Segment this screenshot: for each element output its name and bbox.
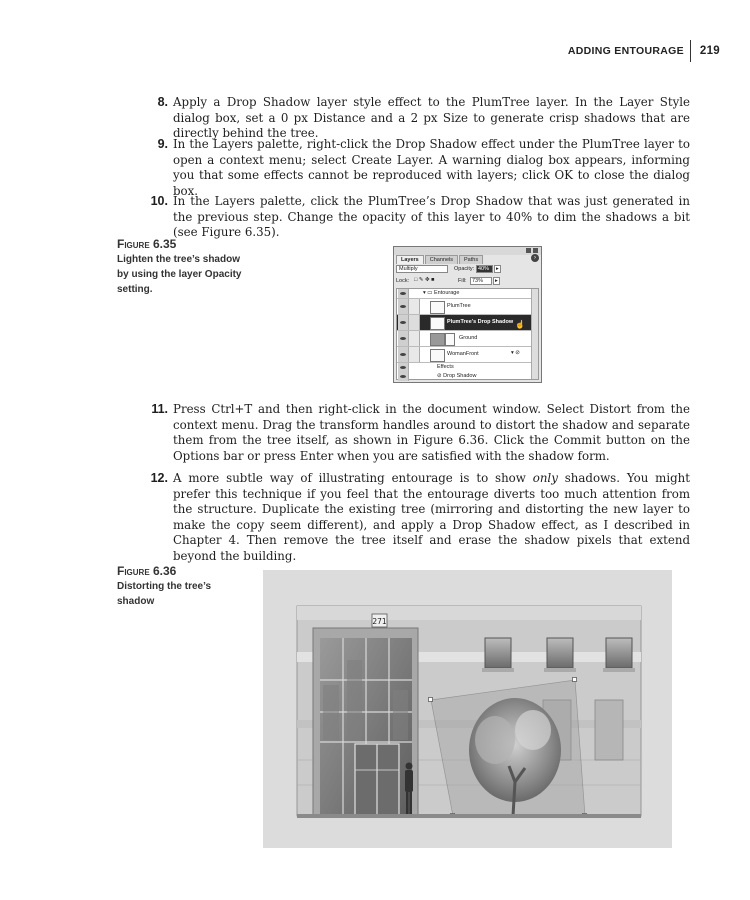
- eye-icon[interactable]: [398, 315, 409, 330]
- figure-caption: Distorting the tree’s shadow: [117, 581, 212, 607]
- step-text: In the Layers palette, click the PlumTree’s Drop Shadow that was just generated in the previous step. Change the opacity of this layer to 40% to dim the shadows a bit (see Figure 6.35).: [173, 194, 690, 240]
- eye-icon[interactable]: [398, 289, 409, 298]
- opacity-input[interactable]: 40%: [476, 265, 493, 273]
- layer-ground[interactable]: [397, 331, 538, 347]
- link-cell[interactable]: [409, 331, 420, 346]
- step-12: [140, 471, 690, 563]
- blend-mode-select[interactable]: Multiply: [396, 265, 448, 273]
- layer-thumbnail: [430, 301, 445, 314]
- step-8: [140, 95, 690, 141]
- layer-name: Ground: [459, 335, 478, 341]
- fill-arrow-icon[interactable]: ▸: [493, 277, 500, 285]
- step-9: [140, 137, 690, 198]
- close-icon[interactable]: [533, 248, 538, 253]
- layer-thumbnail: [430, 333, 445, 346]
- upper-windows: [482, 638, 635, 672]
- figure-6-36-image: [263, 570, 672, 848]
- opacity-label: Opacity:: [454, 266, 475, 272]
- step-text: In the Layers palette, right-click the Drop Shadow effect under the PlumTree layer to open a context menu; select Create Layer. A warning dialog box appears, informing you that some effects cannot be reproduced with layers; click OK to close the dialog box.: [173, 137, 690, 198]
- step-text: A more subtle way of illustrating entourage is to show only shadows. You might prefer this technique if you feel that the entourage diverts too much attention from the structure. Duplicate the existing tree (mirroring and distorting the new layer to make the copy seem different), and apply a Drop Shadow effect, as I described in Chapter 4. Then remove the tree itself and erase the shadow pixels that extend beyond the building.: [173, 471, 690, 563]
- step-number: 11.: [151, 402, 168, 416]
- layers-palette: [393, 246, 542, 383]
- figure-label: Figure 6.35: [117, 237, 177, 251]
- effects-row[interactable]: [397, 363, 538, 372]
- layer-name: ▾ ▭ Entourage: [423, 290, 460, 296]
- opacity-arrow-icon[interactable]: ▸: [494, 265, 501, 273]
- header-divider: [690, 40, 691, 62]
- lock-icons[interactable]: □ ✎ ✥ ■: [414, 277, 435, 283]
- layer-group-entourage[interactable]: [397, 289, 538, 299]
- minimize-icon[interactable]: [526, 248, 531, 253]
- step-number: 9.: [157, 137, 168, 151]
- layer-name: PlumTree's Drop Shadow: [447, 319, 514, 325]
- palette-scrollbar[interactable]: [531, 289, 538, 379]
- layer-thumbnail: [430, 317, 445, 330]
- tab-paths[interactable]: Paths: [459, 255, 483, 264]
- layer-plumtree-drop-shadow[interactable]: [397, 315, 538, 331]
- figure-6-35-caption: [117, 237, 247, 297]
- step-10: [140, 194, 690, 240]
- eye-icon[interactable]: [398, 331, 409, 346]
- fill-input[interactable]: 73%: [470, 277, 492, 285]
- figure-label: Figure 6.36: [117, 564, 177, 578]
- palette-menu-icon[interactable]: ›: [531, 254, 539, 262]
- link-cell[interactable]: [409, 299, 420, 314]
- blend-opacity-row: [396, 265, 539, 274]
- eye-icon[interactable]: [398, 299, 409, 314]
- layer-name: PlumTree: [447, 303, 471, 309]
- running-header: [568, 40, 720, 62]
- layer-name: ⊘ Drop Shadow: [437, 373, 477, 379]
- layer-mask-thumbnail: [445, 333, 455, 346]
- step-number: 10.: [150, 194, 168, 208]
- palette-tabs: [396, 255, 483, 264]
- layer-plumtree[interactable]: [397, 299, 538, 315]
- step-11: [140, 402, 690, 466]
- lock-fill-row: [396, 277, 539, 286]
- effects-label: Effects: [437, 364, 454, 370]
- fill-label: Fill:: [458, 278, 467, 284]
- figure-6-36-caption: [117, 564, 247, 609]
- brush-icon[interactable]: [409, 315, 420, 330]
- building-elevation: [263, 570, 672, 848]
- layers-list: [396, 288, 539, 380]
- eye-icon[interactable]: [398, 347, 409, 362]
- effects-icon[interactable]: ▾ ⊘: [511, 350, 520, 356]
- tab-layers[interactable]: Layers: [396, 255, 424, 264]
- step-number: 8.: [157, 95, 168, 109]
- step-text: Press Ctrl+T and then right-click in the document window. Select Distort from the context menu. Drag the transform handles around to distort the shadow and separate them from the tree itself, as shown in Figure 6.36. Click the Commit button on the Options bar or press Enter when you are satisfied with the shadow form.: [173, 402, 690, 463]
- tab-channels[interactable]: Channels: [425, 255, 458, 264]
- ground-line: [297, 814, 641, 818]
- palette-titlebar: [394, 247, 541, 255]
- step-number: 12.: [150, 471, 168, 485]
- section-title: ADDING ENTOURAGE: [567, 45, 684, 57]
- layer-thumbnail: [430, 349, 445, 362]
- figure-caption: Lighten the tree’s shadow by using the layer Opacity setting.: [117, 254, 242, 295]
- cursor-hand-icon: ☝: [515, 320, 525, 329]
- drop-shadow-effect-row[interactable]: [397, 372, 538, 381]
- lock-label: Lock:: [396, 278, 410, 284]
- page-number: 219: [699, 45, 720, 57]
- eye-icon[interactable]: [398, 372, 409, 381]
- eye-icon[interactable]: [398, 363, 409, 372]
- layer-womanfront[interactable]: [397, 347, 538, 363]
- building-number: 271: [372, 617, 387, 626]
- layer-name: WomanFront: [447, 351, 479, 357]
- step-text: Apply a Drop Shadow layer style effect to the PlumTree layer. In the Layer Style dialog box, set a 0 px Distance and a 2 px Size to generate crisp shadows that are directly behind the tree.: [173, 95, 690, 141]
- link-cell[interactable]: [409, 347, 420, 362]
